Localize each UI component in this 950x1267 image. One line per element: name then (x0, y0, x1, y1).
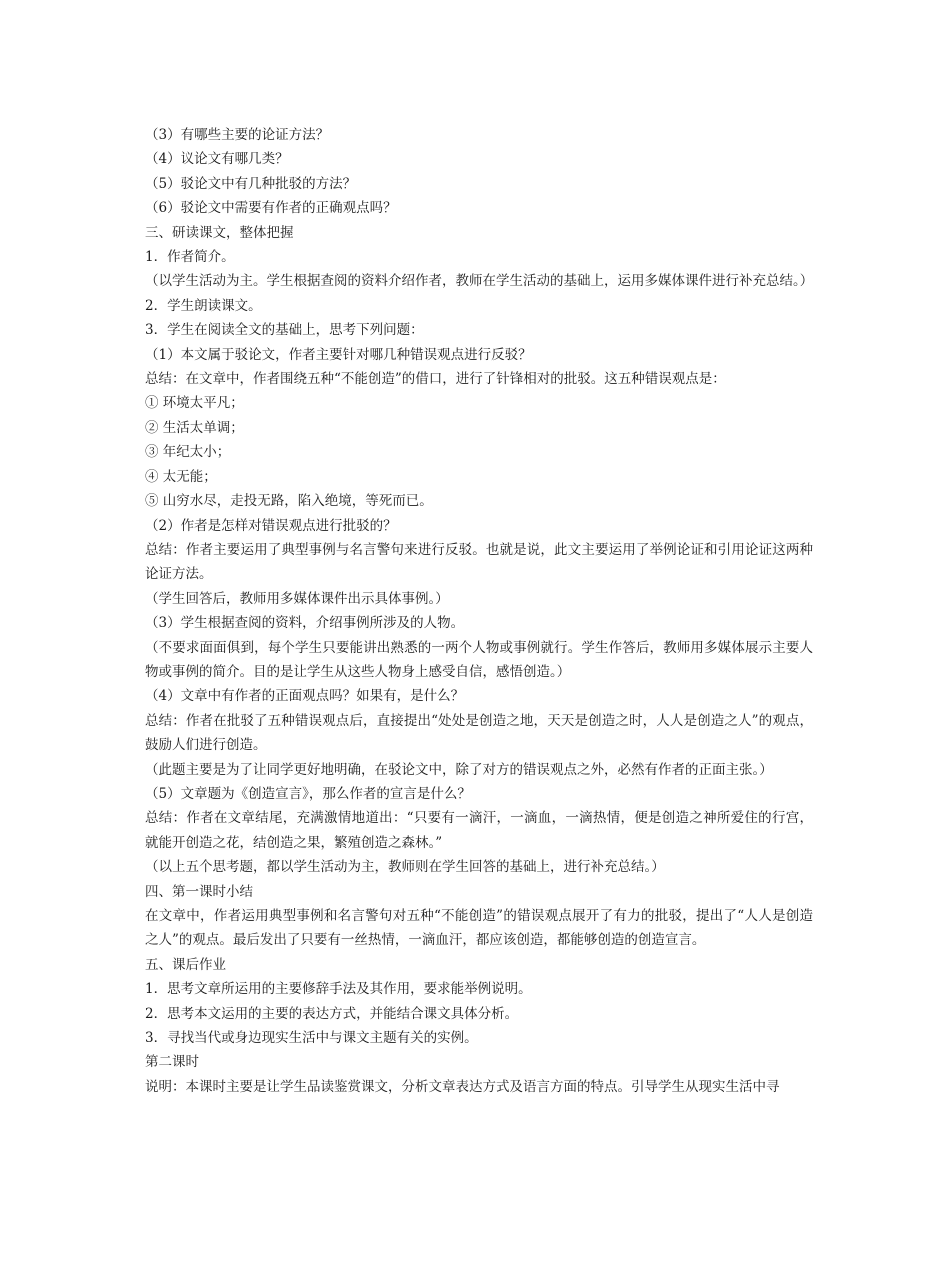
paragraph: （不要求面面俱到，每个学生只要能讲出熟悉的一两个人物或事例就行。学生作答后，教师用多媒体展示主要人物或事例的简介。目的是让学生从这些人物身上感受自信，感悟创造。） (145, 639, 813, 680)
text-line: ① 环境太平凡； (145, 395, 244, 412)
text-line: （以上五个思考题，都以学生活动为主，教师则在学生回答的基础上，进行补充总结。） (145, 859, 665, 876)
text-line: （5）驳论文中有几种批驳的方法？ (145, 175, 357, 192)
paragraph: 总结：作者在文章结尾，充满激情地道出：“只要有一滴汗，一滴血，一滴热情，便是创造之神所爱住的行宫，就能开创造之花，结创造之果，繁殖创造之森林。” (145, 810, 813, 851)
text-line: （3）学生根据查阅的资料，介绍事例所涉及的人物。 (145, 615, 465, 632)
text-line: ④ 太无能； (145, 468, 217, 485)
text-line: 3．寻找当代或身边现实生活中与课文主题有关的实例。 (145, 1030, 478, 1047)
text-line: 1．作者简介。 (145, 249, 235, 266)
text-line: 3．学生在阅读全文的基础上，思考下列问题： (145, 322, 424, 339)
document-page (145, 123, 813, 1099)
text-line: （1）本文属于驳论文，作者主要针对哪几种错误观点进行反驳？ (145, 346, 532, 363)
text-line: （5）文章题为《创造宣言》，那么作者的宣言是什么？ (145, 785, 471, 802)
paragraph: （以学生活动为主。学生根据查阅的资料介绍作者，教师在学生活动的基础上，运用多媒体课件进行补充总结。） (145, 273, 814, 290)
text-line: 总结：在文章中，作者围绕五种“不能创造”的借口，进行了针锋相对的批驳。这五种错误观点是： (145, 371, 726, 388)
text-line: 2．思考本文运用的主要的表达方式，并能结合课文具体分析。 (145, 1005, 519, 1022)
text-line: （3）有哪些主要的论证方法？ (145, 127, 330, 143)
text-line: （此题主要是为了让同学更好地明确，在驳论文中，除了对方的错误观点之外，必然有作者的正面主张。） (145, 761, 773, 778)
paragraph: 总结：作者在批驳了五种错误观点后，直接提出“处处是创造之地，天天是创造之时，人人是创造之人”的观点，鼓励人们进行创造。 (145, 712, 813, 754)
text-line: 四、第一课时小结 (145, 883, 253, 900)
text-line: ② 生活太单调； (145, 419, 244, 436)
text-line: 三、研读课文，整体把握 (145, 224, 294, 241)
text-line: ⑤ 山穷水尽，走投无路，陷入绝境，等死而已。 (145, 493, 433, 510)
paragraph: 总结：作者主要运用了典型事例与名言警句来进行反驳。也就是说，此文主要运用了举例论证和引用论证这两种论证方法。 (145, 541, 813, 583)
text-line: 第二课时 (145, 1054, 199, 1071)
text-line: （6）驳论文中需要有作者的正确观点吗？ (145, 200, 397, 217)
text-line: 说明：本课时主要是让学生品读鉴赏课文，分析文章表达方式及语言方面的特点。引导学生从现实生活中寻 (145, 1078, 780, 1095)
text-line: 2．学生朗读课文。 (145, 297, 262, 314)
text-line: （学生回答后，教师用多媒体课件出示具体事例。） (145, 590, 449, 607)
text-line: （4）文章中有作者的正面观点吗？如果有，是什么？ (145, 688, 465, 705)
text-line: ③ 年纪太小； (145, 444, 231, 461)
text-line: （4）议论文有哪几类？ (145, 151, 289, 168)
paragraph: 在文章中，作者运用典型事例和名言警句对五种“不能创造”的错误观点展开了有力的批驳，提出了“人人是创造之人”的观点。最后发出了只要有一丝热情，一滴血汗，都应该创造，都能够创造的创造宣言。 (145, 908, 813, 949)
text-line: 1．思考文章所运用的主要修辞手法及其作用，要求能举例说明。 (145, 981, 532, 998)
text-line: （2）作者是怎样对错误观点进行批驳的？ (145, 517, 397, 534)
text-line: 五、课后作业 (145, 956, 226, 973)
